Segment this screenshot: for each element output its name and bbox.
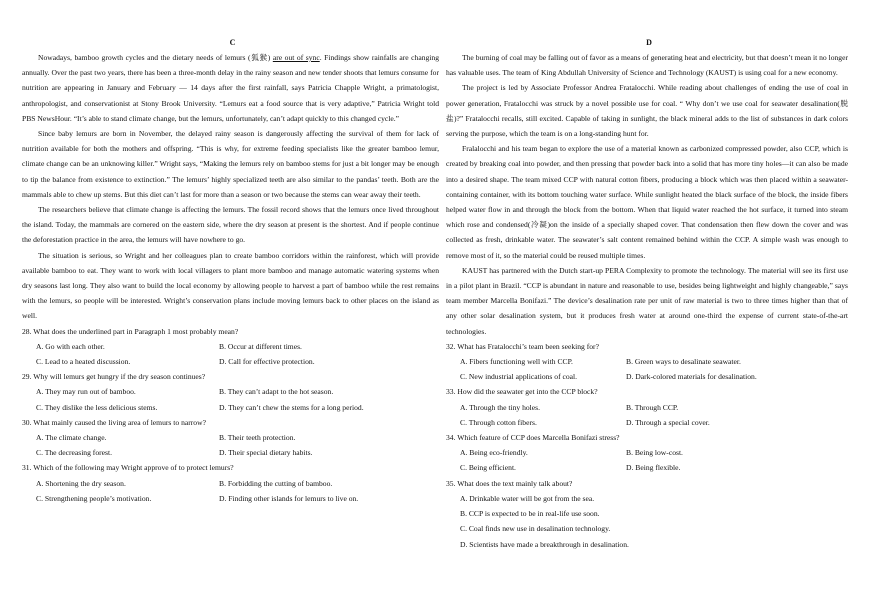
option-a: A. They may run out of bamboo.: [36, 387, 136, 397]
paragraph-text: . Findings show rainfalls are changing annually. Over the past two years, there has been a three-month delay in the rainy season and new tender shoots that lemurs consume for nutrition are appearing in January and February — 14 days after the first rainfall, says Patricia Chapple Wright, a primatologist, anthropologist, and conservationist at Stony Brook University. “Lemurs eat a food source that is very adaptive,” Patricia Wright told PBS NewsHour. “It’s able to stand climate change, but the lemurs, unfortunately, can’t adapt quickly to this changed cycle.”: [22, 53, 439, 123]
passage-c-column: [22, 36, 439, 506]
paragraph-text: Nowadays, bamboo growth cycles and the dietary needs of lemurs (狐猴): [38, 53, 273, 62]
option-a: A. Through the tiny holes.: [460, 402, 541, 412]
passage-d-column: [446, 36, 848, 552]
option-b: B. Occur at different times.: [219, 341, 302, 351]
question-33: [446, 384, 848, 430]
question-stem: 28. What does the underlined part in Paragraph 1 most probably mean?: [22, 326, 239, 336]
option-a: A. Go with each other.: [36, 341, 105, 351]
option-b: B. Forbidding the cutting of bamboo.: [219, 478, 333, 488]
option-c: C. Strengthening people’s motivation.: [36, 493, 152, 503]
passage-d-paragraph-3: Fralalocchi and his team began to explore the use of a material known as carbonized compressed powder, also CCP, which is created by breaking coal into powder, and then pressing that powder back into a solid that has more tiny holes—it can also be made into a desired shape. The team mixed CCP with natural cotton fibers, producing a block which was then placed within a seawater-containing container, with its bottom touching water surface. While sunlight heated the black surface of the block, the inside fibers helped water flow in and through the block from the bottom. When that liquid water reached the hot surface, it turned into steam which rose and condensed(冷凝)on the inside of a specially shaped cover. That condensation then flew down the cover and was collected as fresh, drinkable water. The seawater’s salt content remained behind within the CCP. A simple wash was enough to remove most of it, so the material could be reused multiple times.: [446, 144, 848, 260]
option-d: D. Being flexible.: [626, 463, 681, 473]
passage-c-paragraph-1: [22, 50, 439, 126]
passage-c-paragraph-3: The researchers believe that climate change is affecting the lemurs. The fossil record shows that the lemurs once lived throughout the island. Today, the mammals are cornered on the eastern side, where the dry season at present is the shortest. And if people continue the deforestation practice in the area, the lemurs will have nowhere to go.: [22, 205, 439, 245]
passage-d-paragraph-4: KAUST has partnered with the Dutch start-up PERA Complexity to promote the technology. The material will see its first use in a pilot plant in Brazil. “CCP is abundant in nature and reasonable to use, besides being lightweight and highly changeable,” says team member Marcella Bonifazi.” The device’s desalination rate per unit of raw material is two to three times higher than that of any other solar desalination system, but it produces fresh water at around one-third the expense of current state-of-the-art technologies.: [446, 265, 848, 336]
option-b: B. Through CCP.: [626, 402, 679, 412]
option-a: A. Drinkable water will be got from the sea.: [460, 493, 595, 503]
passage-d-heading: D: [646, 38, 652, 47]
option-a: A. Being eco-friendly.: [460, 448, 528, 458]
underlined-phrase: are out of sync: [272, 53, 320, 62]
question-30: [22, 415, 439, 461]
passage-d-paragraph-1: The burning of coal may be falling out of favor as a means of generating heat and electricity, but that doesn’t mean it no longer has valuable uses. The team of King Abdullah University of Science and Technology (KAUST) is using coal for a new economy.: [446, 53, 848, 78]
question-stem: 29. Why will lemurs get hungry if the dry season continues?: [22, 372, 206, 382]
option-d: D. Through a special cover.: [626, 417, 710, 427]
option-d: D. Call for effective protection.: [219, 357, 315, 367]
option-a: A. Shortening the dry season.: [36, 478, 126, 488]
option-a: A. Fibers functioning well with CCP.: [460, 357, 573, 367]
passage-c-paragraph-2: Since baby lemurs are born in November, the delayed rainy season is dangerously affecting the survival of them for lack of nutrition available for both the mothers and offspring. “This is why, for extreme feeding specialists like the greater bamboo lemur, climate change can be an unknowing killer.” Wright says, “Making the lemurs rely on bamboo stems for just a bit longer may be enough to tip the balance from existence to extinction.” The lemurs’ highly specialized teeth are also similar to the pandas’ teeth. Both are the mammals able to chew up stems. But this diet can’t last for more than a season or two because the stems can wear away their teeth.: [22, 129, 439, 199]
question-29: [22, 369, 439, 415]
option-b: B. Their teeth protection.: [219, 433, 296, 443]
option-c: C. New industrial applications of coal.: [460, 372, 578, 382]
option-b: B. CCP is expected to be in real-life use soon.: [460, 509, 600, 519]
question-stem: 33. How did the seawater get into the CCP block?: [446, 387, 598, 397]
question-stem: 30. What mainly caused the living area of lemurs to narrow?: [22, 417, 206, 427]
option-b: B. Green ways to desalinate seawater.: [626, 357, 741, 367]
option-d: D. Finding other islands for lemurs to live on.: [219, 493, 359, 503]
option-b: B. They can’t adapt to the hot season.: [219, 387, 334, 397]
question-28: [22, 324, 439, 370]
option-d: D. Their special dietary habits.: [219, 448, 313, 458]
option-c: C. Through cotton fibers.: [460, 417, 537, 427]
question-stem: 35. What does the text mainly talk about?: [446, 478, 573, 488]
option-d: D. Scientists have made a breakthrough in desalination.: [460, 539, 629, 549]
option-d: D. They can’t chew the stems for a long period.: [219, 402, 364, 412]
option-c: C. Coal finds new use in desalination technology.: [460, 524, 611, 534]
question-35: [446, 476, 848, 552]
passage-c-paragraph-4: The situation is serious, so Wright and her colleagues plan to create bamboo corridors within the rainforest, which will provide available bamboo to eat. They want to work with local villagers to plant more bamboo and manage automatic watering systems when dry seasons last long. They also want to build the local economy by allowing people to harvest a part of bamboo while the rest remains with the lemurs, so people will be interested. Wright’s conservation plans include moving lemurs back to other places on the island as well.: [22, 250, 439, 321]
question-stem: 32. What has Fratalocchi’s team been seeking for?: [446, 341, 599, 351]
question-32: [446, 339, 848, 385]
question-34: [446, 430, 848, 476]
question-31: [22, 460, 439, 506]
option-c: C. The decreasing forest.: [36, 448, 112, 458]
question-stem: 31. Which of the following may Wright approve of to protect lemurs?: [22, 463, 234, 473]
passage-c-heading: C: [229, 38, 236, 47]
option-a: A. The climate change.: [36, 433, 107, 443]
option-c: C. Lead to a heated discussion.: [36, 357, 131, 367]
passage-d-paragraph-2: The project is led by Associate Professor Andrea Fratalocchi. While reading about challenges of ending the use of coal in power generation, Fratalocchi was struck by a novel possible use for coal. “ Why don’t we use coal for seawater desalination(脱盐)?” Fratalocchi recalls, still excited. Capable of taking in sunlight, the black mineral adds to the list of substances in dark colors serving the purpose, which the team is on a long-standing hunt for.: [446, 83, 848, 139]
question-stem: 34. Which feature of CCP does Marcella Bonifazi stress?: [446, 433, 620, 443]
option-d: D. Dark-colored materials for desalination.: [626, 372, 757, 382]
option-c: C. They dislike the less delicious stems.: [36, 402, 158, 412]
option-b: B. Being low-cost.: [626, 448, 683, 458]
option-c: C. Being efficient.: [460, 463, 516, 473]
